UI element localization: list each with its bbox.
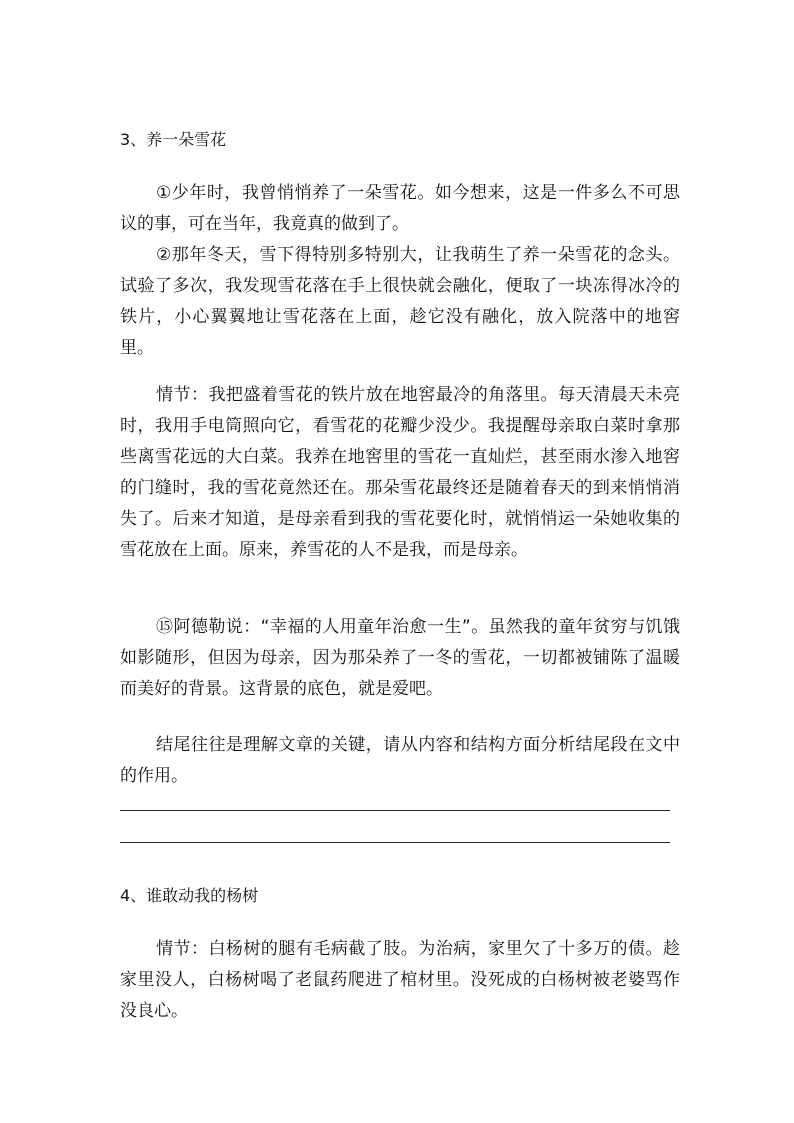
section-3-paragraph-1: ①少年时，我曾悄悄养了一朵雪花。如今想来，这是一件多么不可思议的事，可在当年，我竟真的做到了。 xyxy=(120,183,680,234)
section-4-title: 4、谁敢动我的杨树 xyxy=(120,886,259,905)
section-3-paragraph-15: ⑮阿德勒说：“幸福的人用童年治愈一生”。虽然我的童年贫穷与饥饿如影随形，但因为母亲，因为那朵养了一冬的雪花，一切都被铺陈了温暖而美好的背景。这背景的底色，就是爱吧。 xyxy=(120,617,680,699)
section-3-paragraph-2: ②那年冬天，雪下得特别多特别大，让我萌生了养一朵雪花的念头。试验了多次，我发现雪花落在手上很快就会融化，便取了一块冻得冰冷的铁片，小心翼翼地让雪花落在上面，趁它没有融化，放入院落中的地窖里。 xyxy=(120,245,680,358)
section-3-plot-summary: 情节：我把盛着雪花的铁片放在地窖最冷的角落里。每天清晨天未亮时，我用手电筒照向它，看雪花的花瓣少没少。我提醒母亲取白菜时拿那些离雪花远的大白菜。我养在地窖里的雪花一直灿烂，甚至雨水渗入地窖的门缝时，我的雪花竟然还在。那朵雪花最终还是随着春天的到来悄悄消失了。后来才知道，是母亲看到我的雪花要化时，就悄悄运一朵她收集的雪花放在上面。原来，养雪花的人不是我，而是母亲。 xyxy=(120,385,680,560)
section-3-title: 3、养一朵雪花 xyxy=(120,130,227,149)
section-3-question: 结尾往往是理解文章的关键，请从内容和结构方面分析结尾段在文中的作用。 xyxy=(120,735,680,786)
answer-line-2 xyxy=(120,842,670,843)
answer-line-1 xyxy=(120,810,670,811)
section-4-plot-summary: 情节：白杨树的腿有毛病截了肢。为治病，家里欠了十多万的债。趁家里没人，白杨树喝了老鼠药爬进了棺材里。没死成的白杨树被老婆骂作没良心。 xyxy=(120,939,680,1021)
